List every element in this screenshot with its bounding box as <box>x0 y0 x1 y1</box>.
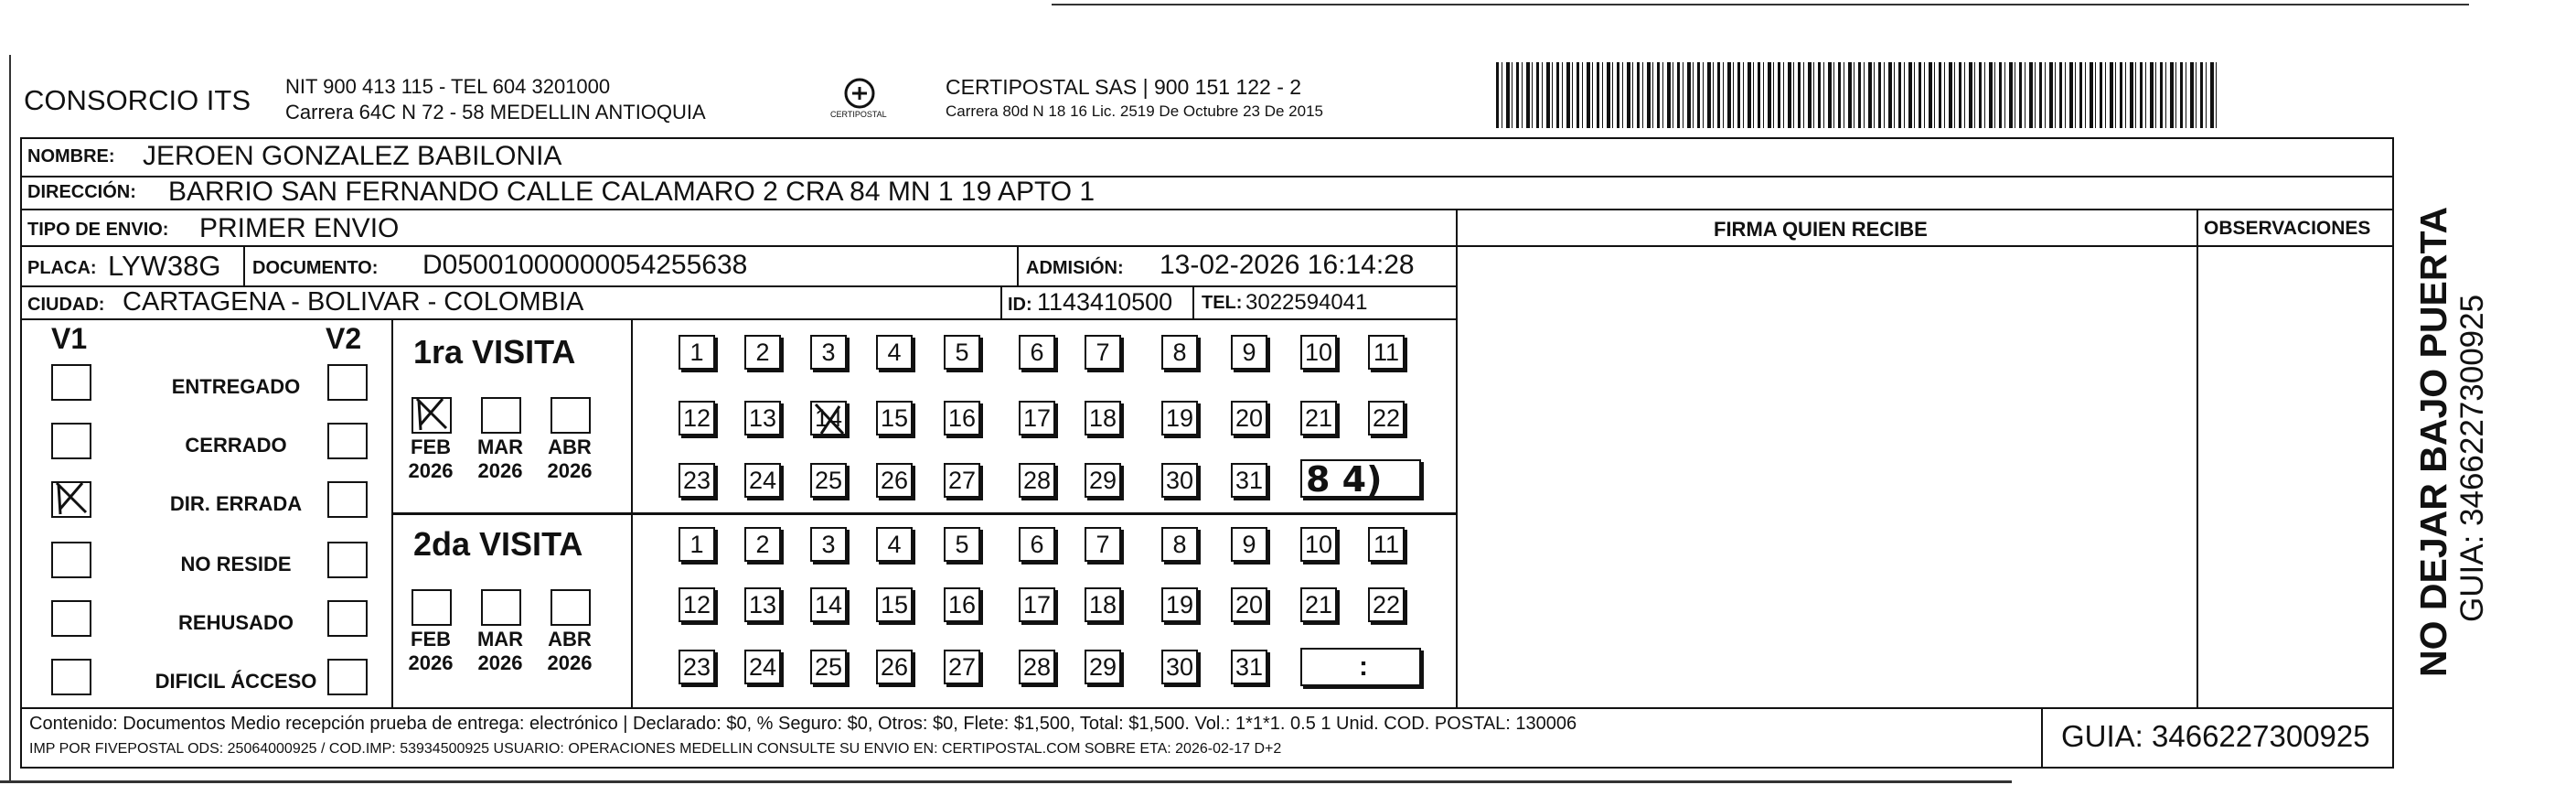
month-year: 2026 <box>408 459 454 482</box>
day-box[interactable]: 26 <box>876 463 913 498</box>
day-box[interactable]: 21 <box>1300 401 1337 436</box>
side-guia: GUIA: 3466227300925 <box>2454 294 2490 622</box>
first-visit-time-box[interactable] <box>1300 459 1421 498</box>
month-year: 2026 <box>547 651 593 674</box>
status-label: CERRADO <box>185 434 287 457</box>
row-line-3 <box>20 245 1456 247</box>
v2-checkbox[interactable] <box>327 600 368 637</box>
day-box[interactable]: 17 <box>1019 587 1055 622</box>
day-box[interactable]: 14 <box>810 401 847 436</box>
day-box[interactable]: 11 <box>1368 527 1405 562</box>
status-label: DIR. ERRADA <box>169 492 303 515</box>
day-box[interactable]: 28 <box>1019 463 1055 498</box>
month-name: MAR <box>476 628 524 651</box>
v2-checkbox[interactable] <box>327 481 368 518</box>
day-box[interactable]: 9 <box>1231 527 1267 562</box>
visit-right-divider <box>1456 318 1458 708</box>
company-line-2: Carrera 64C N 72 - 58 MEDELLIN ANTIOQUIA <box>285 101 706 124</box>
day-box[interactable]: 5 <box>944 527 980 562</box>
v1-checkbox[interactable] <box>51 481 91 518</box>
day-box[interactable]: 15 <box>876 587 913 622</box>
month-year: 2026 <box>408 651 454 674</box>
day-box[interactable]: 16 <box>944 587 980 622</box>
month-name: FEB <box>411 628 451 651</box>
month-name: MAR <box>476 436 524 458</box>
ciudad-value: CARTAGENA - BOLIVAR - COLOMBIA <box>123 287 584 317</box>
admision-divider <box>1017 245 1019 285</box>
nombre-value: JEROEN GONZALEZ BABILONIA <box>143 141 562 171</box>
day-box[interactable]: 22 <box>1368 401 1405 436</box>
month-label <box>399 628 463 675</box>
v2-checkbox[interactable] <box>327 659 368 695</box>
month-checkbox[interactable] <box>481 589 521 626</box>
day-box[interactable]: 23 <box>679 650 715 684</box>
side-text-block <box>2407 165 2507 677</box>
month-checkbox[interactable] <box>550 397 591 434</box>
status-label: ENTREGADO <box>171 375 301 398</box>
day-box[interactable]: 19 <box>1161 587 1198 622</box>
id-value: 1143410500 <box>1037 288 1173 316</box>
tel-value: 3022594041 <box>1245 290 1368 315</box>
v2-checkbox[interactable] <box>327 364 368 401</box>
month-year: 2026 <box>547 459 593 482</box>
day-box[interactable]: 31 <box>1231 650 1267 684</box>
certipostal-logo <box>828 73 892 126</box>
day-box[interactable]: 7 <box>1085 527 1121 562</box>
month-name: ABR <box>548 436 592 458</box>
carrier-line-2: Carrera 80d N 18 16 Lic. 2519 De Octubre 23 De 2015 <box>946 102 1323 120</box>
day-box[interactable]: 13 <box>744 401 781 436</box>
day-box[interactable]: 4 <box>876 527 913 562</box>
day-box[interactable]: 14 <box>810 587 847 622</box>
row-line-2 <box>20 209 2394 210</box>
day-box[interactable]: 16 <box>944 401 980 436</box>
day-box[interactable]: 13 <box>744 587 781 622</box>
day-box[interactable]: 3 <box>810 335 847 370</box>
day-box[interactable]: 22 <box>1368 587 1405 622</box>
documento-label: DOCUMENTO: <box>252 258 379 278</box>
month-year: 2026 <box>477 651 523 674</box>
v1-checkbox[interactable] <box>51 600 91 637</box>
day-box[interactable]: 18 <box>1085 587 1121 622</box>
row-line-5 <box>20 318 1456 320</box>
placa-value: LYW38G <box>108 250 221 282</box>
placa-label: PLACA: <box>27 258 97 278</box>
month-checkbox[interactable] <box>550 589 591 626</box>
day-box[interactable]: 3 <box>810 527 847 562</box>
day-box[interactable]: 5 <box>944 335 980 370</box>
day-box[interactable]: 20 <box>1231 587 1267 622</box>
day-box[interactable]: 4 <box>876 335 913 370</box>
observaciones-label: OBSERVACIONES <box>2204 218 2371 239</box>
day-box[interactable]: 11 <box>1368 335 1405 370</box>
day-box[interactable]: 10 <box>1300 527 1337 562</box>
direccion-value: BARRIO SAN FERNANDO CALLE CALAMARO 2 CRA 84 MN 1 19 APTO 1 <box>168 177 1096 207</box>
status-label: REHUSADO <box>178 611 294 634</box>
footer-line-1: Contenido: Documentos Medio recepción prueba de entrega: electrónico | Declarado: $0, % Seguro: $0, Otros: $0, Flete: $1,500, Total: $1,500. Vol.: 1*1*1. 0.5 1 Unid. COD. POSTAL: 130006 <box>29 714 1577 734</box>
month-name: ABR <box>548 628 592 651</box>
nombre-label: NOMBRE: <box>27 146 115 167</box>
v2-label: V2 <box>326 322 362 355</box>
v2-checkbox[interactable] <box>327 423 368 459</box>
day-box[interactable]: 30 <box>1161 650 1198 684</box>
month-checkbox[interactable] <box>412 589 452 626</box>
day-box[interactable]: 29 <box>1085 650 1121 684</box>
day-box[interactable]: 8 <box>1161 527 1198 562</box>
firma-label: FIRMA QUIEN RECIBE <box>1714 218 1928 241</box>
first-visit-title: 1ra VISITA <box>413 333 576 371</box>
second-visit-time-box[interactable] <box>1300 648 1421 686</box>
day-box[interactable]: 20 <box>1231 401 1267 436</box>
v1-label: V1 <box>51 322 88 355</box>
top-rule <box>1052 4 2469 5</box>
handwritten-time: 8 4) <box>1306 459 1383 500</box>
month-label <box>468 628 532 675</box>
admision-label: ADMISIÓN: <box>1026 258 1124 278</box>
tel-label: TEL: <box>1202 293 1243 313</box>
day-box[interactable]: 24 <box>744 463 781 498</box>
day-box[interactable]: 25 <box>810 463 847 498</box>
v2-checkbox[interactable] <box>327 542 368 578</box>
footer-line-2: IMP POR FIVEPOSTAL ODS: 25064000925 / COD.IMP: 53934500925 USUARIO: OPERACIONES MEDELLIN CONSULTE SU ENVIO EN: CERTIPOSTAL.COM SOBRE ETA: 2026-02-17 D+2 <box>29 741 1282 757</box>
month-checkbox[interactable] <box>412 397 452 434</box>
month-label <box>399 436 463 483</box>
day-box[interactable]: 12 <box>679 587 715 622</box>
day-box[interactable]: 30 <box>1161 463 1198 498</box>
day-box[interactable]: 24 <box>744 650 781 684</box>
day-box[interactable]: 17 <box>1019 401 1055 436</box>
ciudad-label: CIUDAD: <box>27 295 105 315</box>
admision-value: 13-02-2026 16:14:28 <box>1160 250 1415 280</box>
day-box[interactable]: 19 <box>1161 401 1198 436</box>
no-dejar-bajo-puerta: NO DEJAR BAJO PUERTA <box>2412 206 2454 677</box>
day-box[interactable]: 1 <box>679 335 715 370</box>
day-box[interactable]: 9 <box>1231 335 1267 370</box>
documento-value: D05001000000054255638 <box>422 250 748 280</box>
day-box[interactable]: 12 <box>679 401 715 436</box>
barcode <box>1496 62 2218 128</box>
v1-checkbox[interactable] <box>51 364 91 401</box>
footer-guia-divider <box>2041 707 2043 769</box>
month-label <box>468 436 532 483</box>
id-label: ID: <box>1008 295 1032 315</box>
footer-guia: GUIA: 3466227300925 <box>2061 719 2370 753</box>
day-box[interactable]: 2 <box>744 527 781 562</box>
time-separator: : <box>1359 651 1368 682</box>
day-box[interactable]: 2 <box>744 335 781 370</box>
day-box[interactable]: 26 <box>876 650 913 684</box>
day-box[interactable]: 31 <box>1231 463 1267 498</box>
month-label <box>538 628 602 675</box>
placa-divider <box>243 245 245 285</box>
day-box[interactable]: 10 <box>1300 335 1337 370</box>
obs-divider <box>2197 209 2198 708</box>
day-box[interactable]: 8 <box>1161 335 1198 370</box>
status-label: NO RESIDE <box>180 553 292 575</box>
day-box[interactable]: 23 <box>679 463 715 498</box>
logo-text: CERTIPOSTAL <box>830 110 887 119</box>
day-box[interactable]: 1 <box>679 527 715 562</box>
day-box[interactable]: 6 <box>1019 527 1055 562</box>
day-box[interactable]: 21 <box>1300 587 1337 622</box>
direccion-label: DIRECCIÓN: <box>27 182 136 202</box>
day-box[interactable]: 6 <box>1019 335 1055 370</box>
day-box[interactable]: 27 <box>944 463 980 498</box>
company-name: CONSORCIO ITS <box>24 84 251 116</box>
visit-mid-line <box>391 512 1456 515</box>
tipo-value: PRIMER ENVIO <box>199 213 400 243</box>
second-visit-title: 2da VISITA <box>413 525 583 563</box>
firma-header-line <box>1456 245 2394 247</box>
day-box[interactable]: 27 <box>944 650 980 684</box>
day-box[interactable]: 18 <box>1085 401 1121 436</box>
left-edge <box>9 55 11 782</box>
month-name: FEB <box>411 436 451 458</box>
day-box[interactable]: 28 <box>1019 650 1055 684</box>
v1-checkbox[interactable] <box>51 659 91 695</box>
tel-divider <box>1192 285 1194 318</box>
v1-checkbox[interactable] <box>51 542 91 578</box>
day-box[interactable]: 15 <box>876 401 913 436</box>
day-box[interactable]: 7 <box>1085 335 1121 370</box>
month-checkbox[interactable] <box>481 397 521 434</box>
day-box[interactable]: 25 <box>810 650 847 684</box>
footer-line <box>20 707 2394 709</box>
tipo-label: TIPO DE ENVIO: <box>27 220 169 240</box>
month-label <box>538 436 602 483</box>
month-year: 2026 <box>477 459 523 482</box>
id-divider <box>1000 285 1002 318</box>
day-box[interactable]: 29 <box>1085 463 1121 498</box>
v1-checkbox[interactable] <box>51 423 91 459</box>
bottom-rule <box>0 780 2012 783</box>
company-line-1: NIT 900 413 115 - TEL 604 3201000 <box>285 75 611 98</box>
status-label: DIFICIL ÁCCESO <box>155 670 317 693</box>
carrier-line-1: CERTIPOSTAL SAS | 900 151 122 - 2 <box>946 75 1302 99</box>
